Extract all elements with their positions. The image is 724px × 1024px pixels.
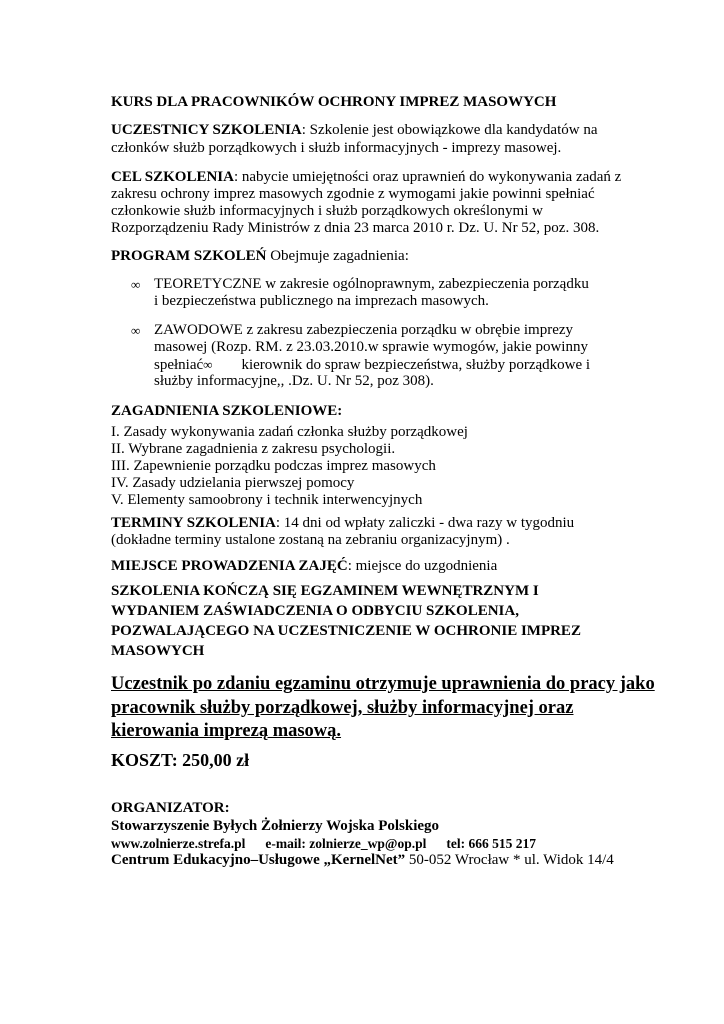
program-item-2-line-3 bbox=[154, 356, 590, 374]
place-text: : miejsce do uzgodnienia bbox=[347, 558, 498, 574]
participants-line-2: członków służb porządkowych i służb informacyjnych - imprezy masowej. bbox=[111, 140, 562, 156]
qualification-line-3: kierowania imprezą masową. bbox=[111, 721, 342, 741]
exam-notice-line-3: POZWALAJĄCEGO NA UCZESTNICZENIE W OCHRONIE IMPREZ bbox=[111, 623, 581, 639]
program-item-1-line-2: i bezpieczeństwa publicznego na imprezach masowych. bbox=[154, 293, 489, 309]
qualification-line-1: Uczestnik po zdaniu egzaminu otrzymuje uprawnienia do pracy jako bbox=[111, 674, 655, 694]
participants-line-1 bbox=[111, 122, 598, 139]
place-line bbox=[111, 558, 497, 575]
program-item-2-line-2: masowej (Rozp. RM. z 23.03.2010.w sprawie wymogów, jakie powinny bbox=[154, 339, 588, 355]
organizer-contact-line bbox=[111, 836, 536, 852]
topics-heading: ZAGADNIENIA SZKOLENIOWE: bbox=[111, 403, 343, 419]
program-label: PROGRAM SZKOLEŃ bbox=[111, 248, 267, 264]
program-item-1-line-1: TEORETYCZNE w zakresie ogólnoprawnym, zabezpieczenia porządku bbox=[154, 276, 589, 292]
cost: KOSZT: 250,00 zł bbox=[111, 750, 250, 770]
goal-line-2: zakresu ochrony imprez masowych zgodnie z wymogami jakie powinni spełniać bbox=[111, 186, 595, 202]
goal-text-1: : nabycie umiejętności oraz uprawnień do wykonywania zadań z bbox=[233, 169, 622, 185]
topic-item: IV. Zasady udzielania pierwszej pomocy bbox=[111, 475, 355, 491]
center-line bbox=[111, 852, 614, 869]
exam-notice-line-2: WYDANIEM ZAŚWIADCZENIA O ODBYCIU SZKOLENIA, bbox=[111, 603, 519, 619]
center-address: 50-052 Wrocław * ul. Widok 14/4 bbox=[405, 852, 614, 868]
participants-label: UCZESTNICY SZKOLENIA bbox=[111, 122, 302, 138]
place-label: MIEJSCE PROWADZENIA ZAJĘĆ bbox=[111, 558, 348, 574]
center-name: Centrum Edukacyjno–Usługowe „KernelNet” bbox=[111, 852, 406, 868]
qualification-line-2: pracownik służby porządkowej, służby informacyjnej oraz bbox=[111, 698, 574, 718]
program-text: Obejmuje zagadnienia: bbox=[266, 248, 409, 264]
organizer-heading: ORGANIZATOR: bbox=[111, 800, 230, 816]
program-item-2-text: kierownik do spraw bezpieczeństwa, służby porządkowe i bbox=[241, 357, 591, 373]
goal-line-3: członkowie służb informacyjnych i służb porządkowych określonymi w bbox=[111, 203, 543, 219]
bullet-infinity-icon: ∞ bbox=[131, 323, 141, 338]
document-title: KURS DLA PRACOWNIKÓW OCHRONY IMPREZ MASOWYCH bbox=[111, 94, 557, 110]
dates-label: TERMINY SZKOLENIA bbox=[111, 515, 276, 531]
goal-label: CEL SZKOLENIA bbox=[111, 169, 234, 185]
organizer-website: www.zolnierze.strefa.pl bbox=[111, 836, 246, 851]
topic-item: III. Zapewnienie porządku podczas imprez masowych bbox=[111, 458, 436, 474]
organizer-phone: tel: 666 515 217 bbox=[446, 836, 536, 851]
topic-item: I. Zasady wykonywania zadań członka służby porządkowej bbox=[111, 424, 468, 440]
dates-line-1 bbox=[111, 515, 574, 532]
dates-line-2: (dokładne terminy ustalone zostaną na zebraniu organizacyjnym) . bbox=[111, 532, 510, 548]
program-item-2-line-1: ZAWODOWE z zakresu zabezpieczenia porządku w obrębie imprezy bbox=[154, 322, 574, 338]
participants-text-1: : Szkolenie jest obowiązkowe dla kandydatów na bbox=[301, 122, 598, 138]
bullet-infinity-icon: ∞ bbox=[131, 277, 141, 292]
topic-item: II. Wybrane zagadnienia z zakresu psychologii. bbox=[111, 441, 396, 457]
goal-line-4: Rozporządzeniu Rady Ministrów z dnia 23 marca 2010 r. Dz. U. Nr 52, poz. 308. bbox=[111, 220, 600, 236]
program-item-2-line-4: służby informacyjne,, .Dz. U. Nr 52, poz 308). bbox=[154, 373, 434, 389]
exam-notice-line-1: SZKOLENIA KOŃCZĄ SIĘ EGZAMINEM WEWNĘTRZNYM I bbox=[111, 583, 539, 599]
organizer-email: e-mail: zolnierze_wp@op.pl bbox=[265, 836, 427, 851]
inline-infinity-icon: ∞ bbox=[203, 357, 213, 372]
dates-text-1: : 14 dni od wpłaty zaliczki - dwa razy w tygodniu bbox=[275, 515, 575, 531]
program-heading bbox=[111, 248, 409, 265]
program-item-2-text: spełniać bbox=[154, 357, 204, 373]
topic-item: V. Elementy samoobrony i technik interwencyjnych bbox=[111, 492, 423, 508]
exam-notice-line-4: MASOWYCH bbox=[111, 643, 205, 659]
goal-line-1 bbox=[111, 169, 621, 186]
organizer-name: Stowarzyszenie Byłych Żołnierzy Wojska Polskiego bbox=[111, 818, 440, 834]
